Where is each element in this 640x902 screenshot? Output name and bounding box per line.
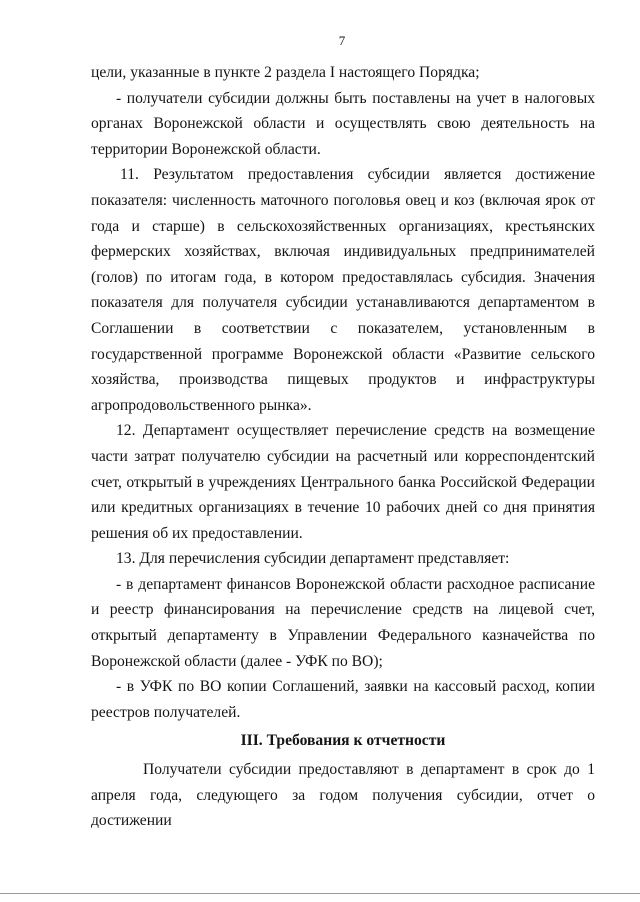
paragraph-item-12: 12. Департамент осуществляет перечисление средств на возмещение части затрат получателю субсидии на расчетный или корреспондентский счет, открытый в учреждениях Центрального банка Российской Федерации или кредитных организациях в течение 10 рабочих дней со дня принятия решения об их предоставлении. [91,422,595,542]
paragraph-item-11: 11. Результатом предоставления субсидии является достижение показателя: численность маточного поголовья овец и коз (включая ярок от года и старше) в сельскохозяйственных организациях, крестьянских фермерских хозяйствах, включая индивидуальных предпринимателей (голов) по итогам года, в котором предоставлялась субсидия. Значения показателя для получателя субсидии устанавливаются департаментом в Соглашении в соответствии с показателем, установленным в государственной программе Воронежской области «Развитие сельского хозяйства, производства пищевых продуктов и инфраструктуры агропродовольственного рынка». [91,166,595,414]
paragraph-finance-department: - в департамент финансов Воронежской области расходное расписание и реестр финансирования на перечисление средств на лицевой счет, открытый департаменту в Управлении Федерального казначейства по Воронежской области (далее - УФК по ВО); [91,575,595,670]
paragraph-item-13: 13. Для перечисления субсидии департамент представляет: [116,550,510,568]
paragraph-recipients-requirement: - получатели субсидии должны быть поставлены на учет в налоговых органах Воронежской области и осуществлять свою деятельность на территории Воронежской области. [91,89,595,158]
bottom-divider [0,893,640,894]
paragraph-ufk: - в УФК по ВО копии Соглашений, заявки на кассовый расход, копии реестров получателей. [91,678,595,721]
section-heading: III. Требования к отчетности [240,732,446,750]
paragraph-continuation: цели, указанные в пункте 2 раздела I настоящего Порядка; [91,64,480,81]
document-body [91,60,595,834]
paragraph-reporting: Получатели субсидии предоставляют в департамент в срок до 1 апреля года, следующего за годом получения субсидии, отчет о достижении [91,761,595,830]
page-number: 7 [338,33,346,48]
